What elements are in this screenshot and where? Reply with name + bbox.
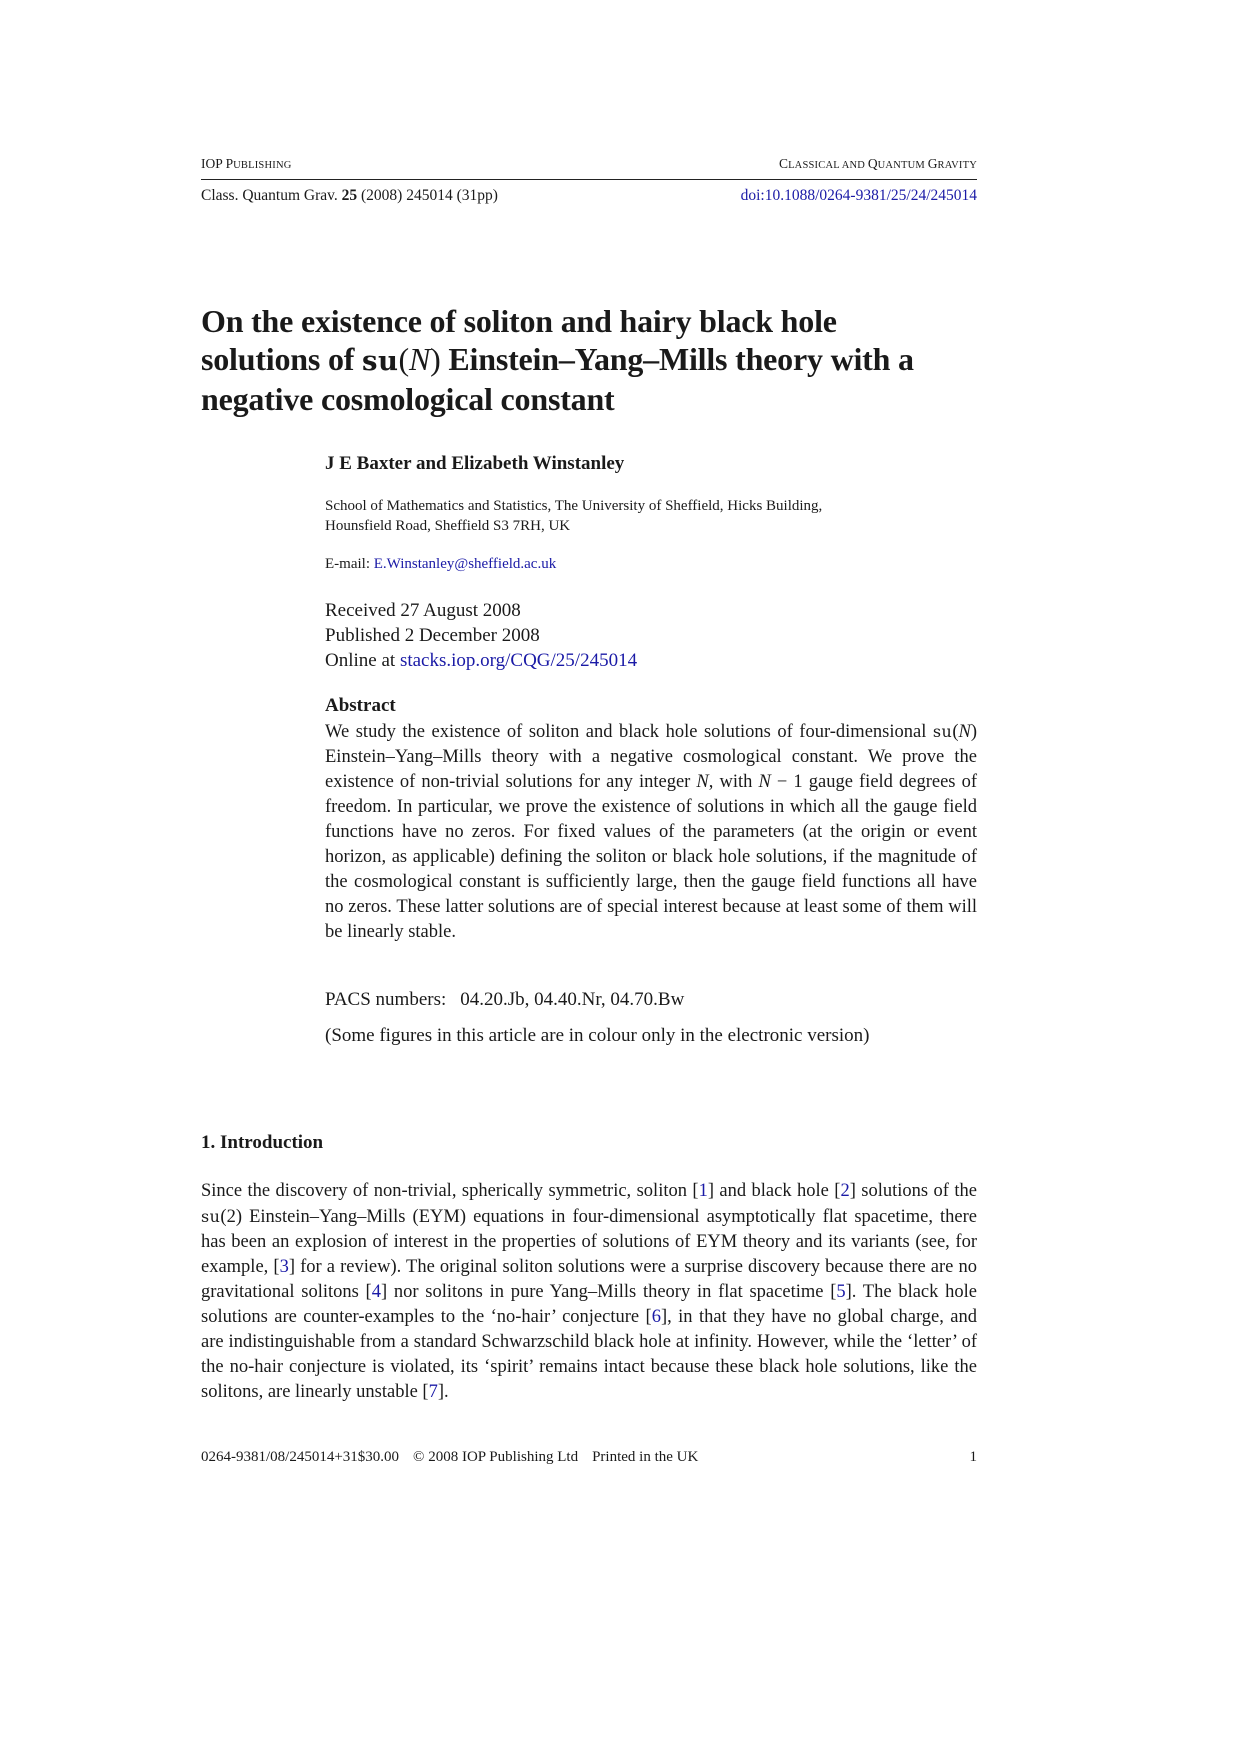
email-line: E-mail: E.Winstanley@sheffield.ac.uk: [325, 556, 557, 572]
online-line: Online at stacks.iop.org/CQG/25/245014: [325, 650, 638, 671]
journal-citation: Class. Quantum Grav. 25 (2008) 245014 (31pp): [201, 187, 498, 204]
printed-in: Printed in the UK: [592, 1449, 699, 1465]
authors: J E Baxter and Elizabeth Winstanley: [325, 453, 625, 474]
journal-name: CLASSICAL AND QUANTUM GRAVITY: [779, 156, 977, 171]
publisher-name: IOP PUBLISHING: [201, 156, 292, 171]
reference-link[interactable]: 2: [840, 1181, 850, 1201]
copyright: © 2008 IOP Publishing Ltd: [413, 1449, 579, 1465]
doi-link[interactable]: doi:10.1088/0264-9381/25/24/245014: [740, 187, 977, 204]
received-date: Received 27 August 2008: [325, 600, 521, 621]
colour-note: (Some figures in this article are in colour only in the electronic version): [325, 1025, 870, 1046]
article-code: 0264-9381/08/245014+31$30.00: [201, 1449, 400, 1465]
published-date: Published 2 December 2008: [325, 625, 540, 646]
reference-link[interactable]: 5: [836, 1282, 846, 1302]
pacs-numbers: PACS numbers: 04.20.Jb, 04.40.Nr, 04.70.Bw: [325, 989, 685, 1010]
abstract-text: We study the existence of soliton and black hole solutions of four-dimensional su(N) Einstein–Yang–Mills theory with a negative cosmological constant. We prove the existence of non-trivial solutions for any integer N, with N − 1 gauge field degrees of freedom. In particular, we prove the existence of solutions in which all the gauge field functions have no zeros. For fixed values of the parameters (at the origin or event horizon, as applicable) defining the soliton or black hole solutions, if the magnitude of the cosmological constant is sufficiently large, then the gauge field functions all have no zeros. These latter solutions are of special interest because at least some of them will be linearly stable.: [325, 722, 978, 942]
reference-link[interactable]: 4: [371, 1282, 381, 1302]
reference-link[interactable]: 6: [651, 1307, 661, 1327]
lie-algebra-symbol: su: [362, 345, 399, 377]
header-rule: [201, 179, 977, 180]
affiliation: School of Mathematics and Statistics, The University of Sheffield, Hicks Building, Hounsfield Road, Sheffield S3 7RH, UK: [325, 498, 823, 534]
reference-link[interactable]: 7: [428, 1382, 438, 1402]
paper-title: On the existence of soliton and hairy black hole solutions of su(N) Einstein–Yang–Mills theory with a negative cosmological constant: [201, 303, 914, 417]
page-number: 1: [969, 1449, 977, 1465]
reference-link[interactable]: 3: [279, 1257, 289, 1277]
introduction-text: Since the discovery of non-trivial, spherically symmetric, soliton [1] and black hole [2] solutions of the su(2) Einstein–Yang–Mills (EYM) equations in four-dimensional asymptotically flat spacetime, there has been an explosion of interest in the properties of solutions of EYM theory and its variants (see, for example, [3] for a review). The original soliton solutions were a surprise discovery because there are no gravitational solitons [4] nor solitons in pure Yang–Mills theory in flat spacetime [5]. The black hole solutions are counter-examples to the ‘no-hair’ conjecture [6], in that they have no global charge, and are indistinguishable from a standard Schwarzschild black hole at infinity. However, while the ‘letter’ of the no-hair conjecture is violated, its ‘spirit’ remains intact because these black hole solutions, like the solitons, are linearly unstable [7].: [201, 1181, 978, 1402]
online-link[interactable]: stacks.iop.org/CQG/25/245014: [399, 650, 638, 671]
email-link[interactable]: E.Winstanley@sheffield.ac.uk: [373, 556, 557, 572]
reference-link[interactable]: 1: [698, 1181, 708, 1201]
section-heading-introduction: 1. Introduction: [201, 1132, 324, 1153]
abstract-heading: Abstract: [325, 695, 396, 716]
publication-dates: [325, 598, 977, 673]
